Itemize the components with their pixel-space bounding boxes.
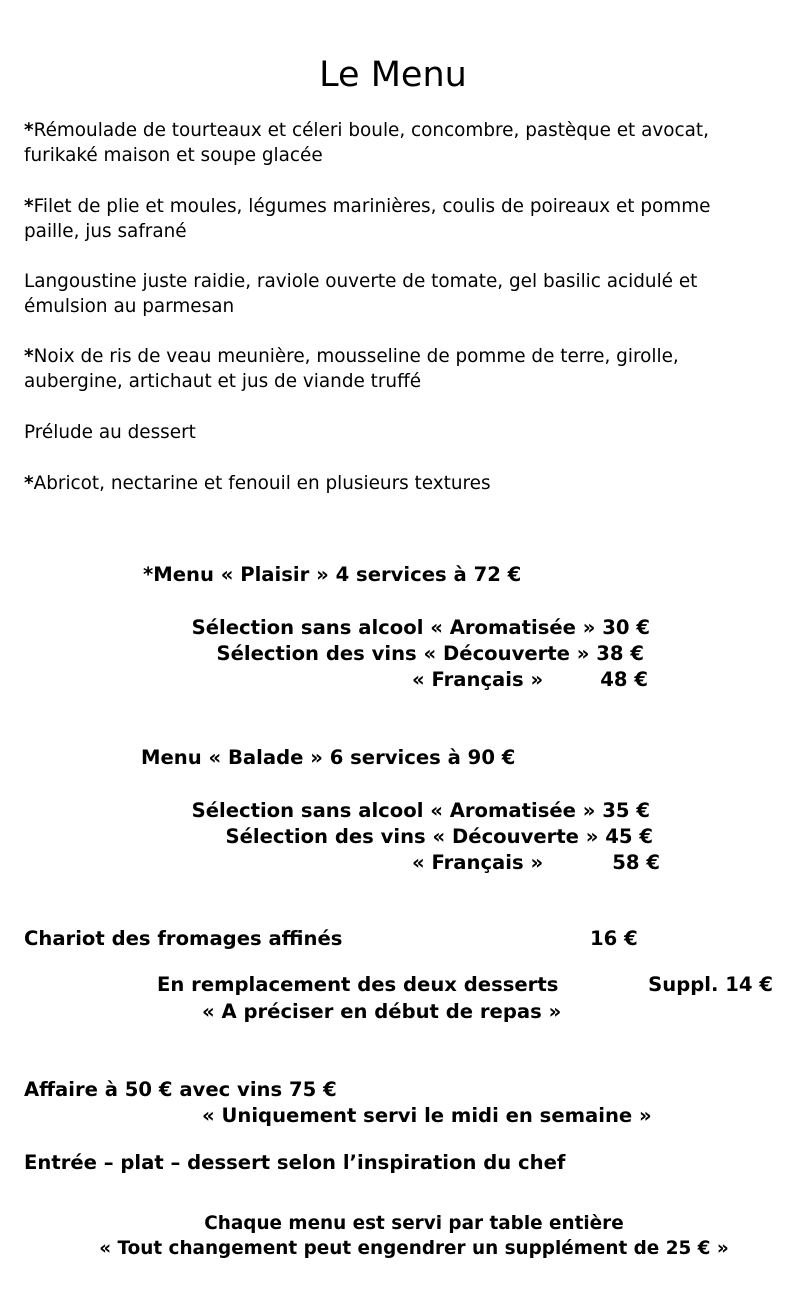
dish-line: paille, jus safrané (24, 221, 187, 242)
menu-balade-vins-decouverte: Sélection des vins « Découverte » 45 € (225, 825, 653, 848)
dish-star: * (24, 473, 34, 494)
dish-item (24, 344, 679, 394)
dish-line: émulsion au parmesan (24, 296, 235, 317)
menu-plaisir-title: *Menu « Plaisir » 4 services à 72 € (143, 563, 522, 586)
footer-line-2: « Tout changement peut engendrer un supplément de 25 € » (99, 1238, 729, 1259)
dish-item (24, 118, 709, 168)
page-title: Le Menu (319, 55, 467, 96)
fromages-label: Chariot des fromages affinés (24, 927, 343, 950)
affaire-note: « Uniquement servi le midi en semaine » (202, 1104, 652, 1127)
fromages-supplement: Suppl. 14 € (648, 973, 773, 996)
affaire-label: Affaire à 50 € avec vins 75 € (24, 1078, 337, 1101)
fromages-replacement: En remplacement des deux desserts (157, 973, 559, 996)
menu-balade-francais-label: « Français » (412, 851, 544, 874)
dish-line: furikaké maison et soupe glacée (24, 145, 323, 166)
dish-item (24, 194, 710, 244)
menu-plaisir-francais-label: « Français » (412, 668, 544, 691)
dish-line: Abricot, nectarine et fenouil en plusieurs textures (33, 473, 491, 494)
dish-item (24, 420, 196, 445)
footer-line-1: Chaque menu est servi par table entière (204, 1213, 624, 1234)
fromages-note: « A préciser en début de repas » (202, 1000, 562, 1023)
dish-line: aubergine, artichaut et jus de viande truffé (24, 371, 422, 392)
dish-line: Noix de ris de veau meunière, mousseline de pomme de terre, girolle, (33, 346, 679, 367)
dish-item (24, 471, 491, 496)
dish-line: Langoustine juste raidie, raviole ouverte de tomate, gel basilic acidulé et (24, 271, 698, 292)
dish-star: * (24, 120, 34, 141)
dish-line: Filet de plie et moules, légumes marinières, coulis de poireaux et pomme (33, 196, 711, 217)
dish-line: Rémoulade de tourteaux et céleri boule, concombre, pastèque et avocat, (33, 120, 709, 141)
dish-star: * (24, 346, 34, 367)
menu-plaisir-francais-price: 48 € (600, 668, 648, 691)
menu-plaisir-vins-decouverte: Sélection des vins « Découverte » 38 € (216, 642, 644, 665)
menu-balade-francais-price: 58 € (612, 851, 660, 874)
affaire-detail: Entrée – plat – dessert selon l’inspiration du chef (24, 1151, 566, 1174)
menu-balade-sans-alcool: Sélection sans alcool « Aromatisée » 35 € (191, 799, 650, 822)
fromages-price: 16 € (590, 927, 638, 950)
dish-item (24, 269, 697, 319)
dish-line: Prélude au dessert (24, 422, 196, 443)
menu-plaisir-sans-alcool: Sélection sans alcool « Aromatisée » 30 € (191, 616, 650, 639)
dish-star: * (24, 196, 34, 217)
menu-balade-title: Menu « Balade » 6 services à 90 € (141, 746, 516, 769)
